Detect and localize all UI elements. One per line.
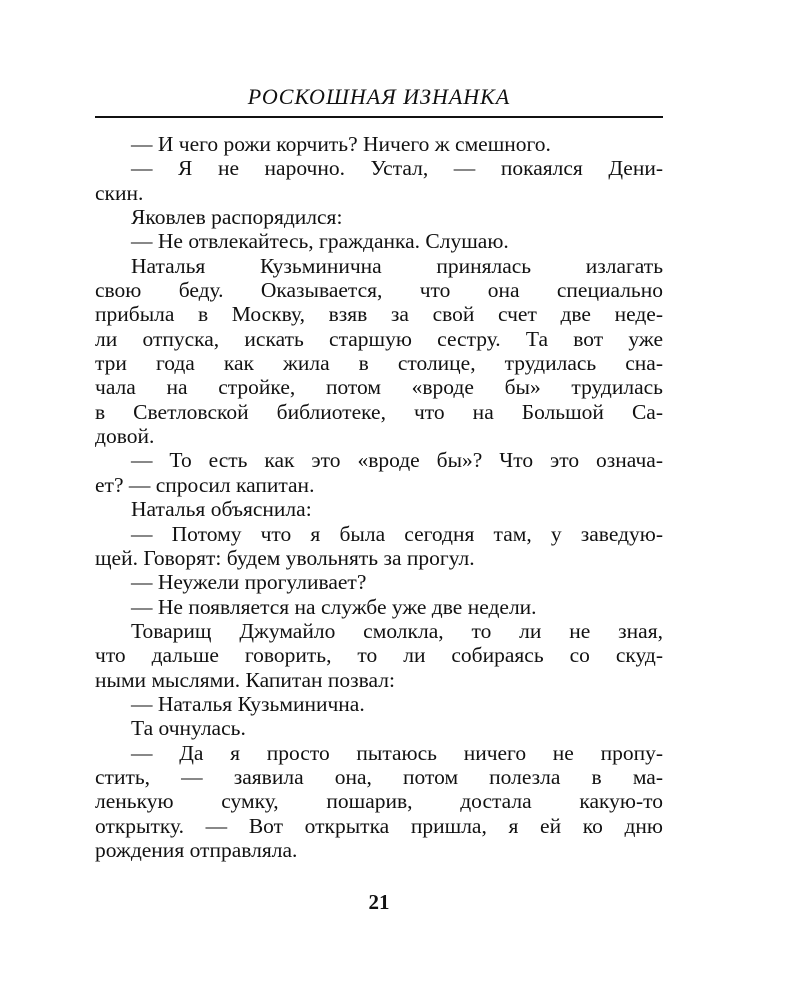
text-line: — Наталья Кузьминична. (131, 691, 365, 716)
text-line: что дальше говорить, то ли собираясь со скуд- (95, 643, 663, 668)
text-line: стить, — заявила она, потом полезла в ма- (95, 764, 663, 789)
text-line: чала на стройке, потом «вроде бы» трудилась (95, 375, 663, 400)
text-line: — Да я просто пытаюсь ничего не пропу- (131, 740, 663, 765)
text-line: ет? — спросил капитан. (95, 472, 315, 497)
text-line: ленькую сумку, пошарив, достала какую-то (95, 789, 663, 814)
text-line: — Потому что я была сегодня там, у заведую- (131, 521, 663, 546)
text-line: Наталья Кузьминична принялась излагать (131, 253, 663, 278)
header-rule (95, 116, 663, 118)
text-line: щей. Говорят: будем увольнять за прогул. (95, 545, 475, 570)
text-line: — Я не нарочно. Устал, — покаялся Дени- (131, 156, 663, 181)
text-line: Та очнулась. (131, 716, 246, 741)
text-line: довой. (95, 424, 155, 449)
text-line: в Светловской библиотеке, что на Большой Са- (95, 399, 663, 424)
text-line: — Не отвлекайтесь, гражданка. Слушаю. (131, 229, 509, 254)
text-line: Наталья объяснила: (131, 497, 312, 522)
text-line: ными мыслями. Капитан позвал: (95, 667, 395, 692)
text-line: — Не появляется на службе уже две недели. (131, 594, 537, 619)
text-line: — То есть как это «вроде бы»? Что это означа- (131, 448, 663, 473)
text-line: открытку. — Вот открытка пришла, я ей ко дню (95, 813, 663, 838)
text-line: свою беду. Оказывается, что она специально (95, 278, 663, 303)
page-number: 21 (368, 890, 390, 914)
body-text (95, 132, 663, 862)
text-line: три года как жила в столице, трудилась сна- (95, 351, 663, 376)
text-line: — Неужели прогуливает? (131, 570, 367, 595)
text-line: прибыла в Москву, взяв за свой счет две неде- (95, 302, 663, 327)
text-line: ли отпуска, искать старшую сестру. Та вот уже (95, 326, 663, 351)
text-line: Яковлев распорядился: (131, 205, 343, 230)
text-line: рождения отправляла. (95, 837, 298, 862)
text-line: Товарищ Джумайло смолкла, то ли не зная, (131, 618, 663, 643)
running-title: РОСКОШНАЯ ИЗНАНКА (247, 84, 511, 109)
text-line: скин. (95, 180, 144, 205)
text-line: — И чего рожи корчить? Ничего ж смешного. (131, 132, 551, 156)
